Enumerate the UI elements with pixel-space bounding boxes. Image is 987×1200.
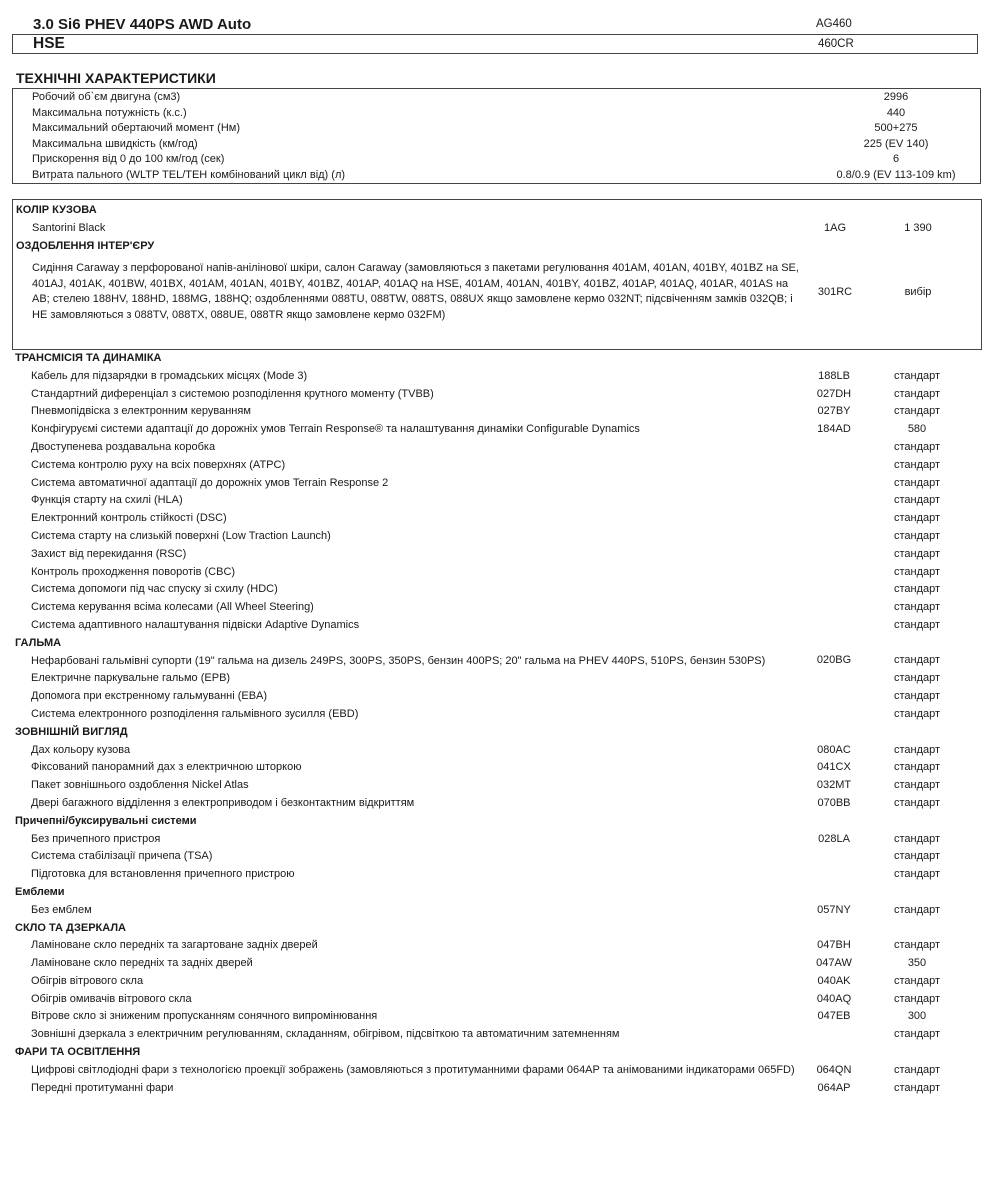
option-price: стандарт: [893, 779, 941, 792]
option-label: Двоступенева роздавальна коробка: [31, 440, 216, 453]
interior-price: вибір: [904, 286, 932, 299]
option-label: Кабель для підзарядки в громадських місцях (Mode 3): [31, 369, 308, 382]
spec-row: [13, 152, 980, 168]
option-code: 027DH: [816, 387, 852, 400]
option-price: стандарт: [893, 903, 941, 916]
option-price: стандарт: [893, 743, 941, 756]
section-heading: ТРАНСМІСІЯ ТА ДИНАМІКА: [15, 352, 162, 364]
option-row: [12, 528, 982, 546]
option-row: [12, 653, 982, 671]
option-row: [12, 617, 982, 635]
option-code: 032MT: [816, 779, 852, 792]
color-code: 1AG: [823, 221, 846, 234]
option-code: 040AQ: [816, 992, 852, 1005]
option-row: [12, 991, 982, 1009]
option-row: [12, 937, 982, 955]
option-section: [12, 1044, 982, 1097]
option-price: стандарт: [893, 601, 941, 614]
option-row: [12, 1062, 982, 1080]
interior-heading: ОЗДОБЛЕННЯ ІНТЕР'ЄРУ: [16, 239, 155, 252]
option-row: [12, 866, 982, 884]
section-heading: Причепні/буксирувальні системи: [15, 814, 197, 827]
option-label: Допомога при екстренному гальмуванні (EBA): [31, 690, 268, 703]
trim-box: [12, 34, 978, 54]
option-section: [12, 920, 982, 1045]
option-row: [12, 510, 982, 528]
spec-row: [13, 121, 980, 137]
option-row: [12, 581, 982, 599]
option-price: стандарт: [893, 583, 941, 596]
option-label: Пакет зовнішнього оздоблення Nickel Atlas: [31, 779, 249, 792]
option-price: 580: [907, 423, 927, 436]
option-label: Без причепного пристроя: [31, 832, 161, 845]
spec-row: [13, 168, 980, 184]
option-price: стандарт: [893, 832, 941, 845]
option-code: 047EB: [817, 1010, 851, 1023]
option-row: [12, 421, 982, 439]
option-label: Передні протитуманні фари: [31, 1081, 174, 1094]
option-label: Функція старту на схилі (HLA): [31, 494, 183, 507]
specs-table: [12, 88, 981, 184]
option-label: Система електронного розподілення гальмівного зусилля (EBD): [31, 707, 359, 720]
option-row: [12, 546, 982, 564]
spec-value: 500+275: [874, 122, 918, 135]
specs-title: ТЕХНІЧНІ ХАРАКТЕРИСТИКИ: [16, 70, 216, 86]
option-label: Стандартний диференціал з системою розподілення крутного моменту (TVBB): [31, 387, 434, 400]
option-row: [12, 670, 982, 688]
option-price: стандарт: [893, 369, 941, 382]
option-section: [12, 350, 982, 635]
option-price: стандарт: [893, 992, 941, 1005]
option-price: стандарт: [893, 405, 941, 418]
option-row: [12, 902, 982, 920]
option-label: Система контролю руху на всіх поверхнях (ATPC): [31, 458, 286, 471]
option-row: [12, 688, 982, 706]
option-code: 188LB: [818, 369, 850, 382]
option-price: стандарт: [893, 440, 941, 453]
option-price: стандарт: [893, 868, 941, 881]
option-code: 020BG: [816, 654, 852, 667]
option-code: 064QN: [816, 1063, 852, 1076]
option-code: 040AK: [817, 974, 851, 987]
option-row: [12, 955, 982, 973]
option-row: [12, 795, 982, 813]
option-row: [12, 439, 982, 457]
option-label: Ламіноване скло передніх та задніх дверей: [31, 957, 253, 970]
option-code: 047BH: [817, 939, 851, 952]
option-label: Дах кольору кузова: [31, 743, 131, 756]
trim-code: 460CR: [818, 38, 854, 50]
option-row: [12, 386, 982, 404]
option-row: [12, 1026, 982, 1044]
spec-value: 440: [886, 106, 906, 119]
option-label: Контроль проходження поворотів (CBC): [31, 565, 236, 578]
model-name: 3.0 Si6 PHEV 440PS AWD Auto: [33, 16, 252, 33]
option-label: Система стабілізації причепа (TSA): [31, 850, 213, 863]
spec-label: Витрата пального (WLTP TEL/TEH комбінований цикл від) (л): [32, 168, 346, 181]
option-row: [12, 1008, 982, 1026]
option-label: Система старту на слизькій поверхні (Low Traction Launch): [31, 529, 331, 542]
option-label: Система адаптивного налаштування підвіски Adaptive Dynamics: [31, 618, 360, 631]
spec-value: 0.8/0.9 (EV 113-109 km): [836, 168, 956, 181]
option-label: Електричне паркувальне гальмо (EPB): [31, 672, 231, 685]
option-row: [12, 831, 982, 849]
option-price: стандарт: [893, 761, 941, 774]
option-price: 350: [907, 957, 927, 970]
option-price: стандарт: [893, 512, 941, 525]
option-code: 064AP: [817, 1081, 851, 1094]
option-price: стандарт: [893, 690, 941, 703]
option-price: стандарт: [893, 672, 941, 685]
option-label: Електронний контроль стійкості (DSC): [31, 512, 227, 525]
option-price: стандарт: [893, 1028, 941, 1041]
option-row: [12, 368, 982, 386]
spec-label: Максимальна потужність (к.с.): [32, 106, 187, 119]
option-row: [12, 492, 982, 510]
option-code: 027BY: [817, 405, 851, 418]
spec-row: [13, 90, 980, 106]
option-row: [12, 1080, 982, 1098]
option-section: [12, 884, 982, 920]
option-label: Конфігуруємі системи адаптації до дорожніх умов Terrain Response® та налаштування динаміки Configurable Dynamics: [31, 423, 640, 436]
option-price: стандарт: [893, 796, 941, 809]
option-code: 070BB: [817, 796, 851, 809]
option-code: 080AC: [817, 743, 851, 756]
spec-row: [13, 137, 980, 153]
option-price: стандарт: [893, 654, 941, 667]
option-row: [12, 564, 982, 582]
section-heading: Емблеми: [15, 885, 65, 898]
option-label: Обігрів вітрового скла: [31, 974, 144, 987]
option-price: стандарт: [893, 618, 941, 631]
option-label: Зовнішні дзеркала з електричним регулюванням, складанням, обігрівом, підсвіткою та автоматичним затемненням: [31, 1028, 620, 1041]
option-code: 057NY: [817, 903, 851, 916]
option-price: стандарт: [893, 974, 941, 987]
option-row: [12, 403, 982, 421]
option-label: Нефарбовані гальмівні супорти (19" гальма на дизель 249PS, 300PS, 350PS, бензин 400PS; 20" гальма на PHEV 440PS, 510PS, бензин 530PS): [31, 654, 766, 667]
option-price: 300: [907, 1010, 927, 1023]
color-heading: КОЛІР КУЗОВА: [16, 204, 97, 216]
option-price: стандарт: [893, 1081, 941, 1094]
option-label: Обігрів омивачів вітрового скла: [31, 992, 192, 1005]
spec-label: Прискорення від 0 до 100 км/год (сек): [32, 153, 225, 166]
option-price: стандарт: [893, 565, 941, 578]
option-code: 184AD: [817, 423, 851, 436]
option-label: Вітрове скло зі зниженим пропусканням сонячного випромінювання: [31, 1010, 378, 1023]
section-heading: ЗОВНІШНІЙ ВИГЛЯД: [15, 725, 128, 738]
option-row: [12, 475, 982, 493]
model-header: [33, 14, 973, 34]
option-row: [12, 599, 982, 617]
option-section: [12, 635, 982, 724]
option-price: стандарт: [893, 850, 941, 863]
option-code: 028LA: [818, 832, 850, 845]
color-label: Santorini Black: [32, 221, 106, 234]
option-price: стандарт: [893, 707, 941, 720]
spec-label: Робочий об`єм двигуна (см3): [32, 91, 181, 103]
option-label: Фіксований панорамний дах з електричною шторкою: [31, 761, 302, 774]
option-row: [12, 759, 982, 777]
option-label: Система допомоги під час спуску зі схилу (HDC): [31, 583, 278, 596]
model-code: AG460: [816, 18, 852, 30]
section-heading: СКЛО ТА ДЗЕРКАЛА: [15, 921, 127, 934]
option-label: Система керування всіма колесами (All Wheel Steering): [31, 601, 314, 614]
option-code: 041CX: [817, 761, 851, 774]
spec-row: [13, 106, 980, 122]
trim-name: HSE: [33, 35, 65, 52]
option-section: [12, 724, 982, 813]
option-label: Підготовка для встановлення причепного пристрою: [31, 868, 295, 881]
option-label: Ламіноване скло передніх та загартоване задніх дверей: [31, 939, 318, 952]
section-heading: ГАЛЬМА: [15, 636, 62, 649]
option-label: Цифрові світлодіодні фари з технологією проекції зображень (замовляються з протитуманними фарами 064AP та анімованими індикаторами 065FD): [31, 1063, 795, 1076]
spec-value: 225 (EV 140): [863, 137, 929, 150]
option-label: Система автоматичної адаптації до дорожніх умов Terrain Response 2: [31, 476, 389, 489]
interior-code: 301RC: [817, 286, 853, 299]
options-list: [12, 350, 982, 1097]
spec-value: 6: [892, 153, 900, 166]
option-price: стандарт: [893, 1063, 941, 1076]
option-label: Без емблем: [31, 903, 92, 916]
option-label: Двері багажного відділення з електроприводом і безконтактним відкриттям: [31, 796, 415, 809]
section-heading: ФАРИ ТА ОСВІТЛЕННЯ: [15, 1046, 141, 1059]
spec-label: Максимальний обертаючий момент (Нм): [32, 122, 241, 135]
option-section: [12, 813, 982, 884]
option-row: [12, 848, 982, 866]
option-row: [12, 973, 982, 991]
spec-label: Максимальна швидкість (км/год): [32, 137, 198, 150]
color-item: [13, 220, 981, 238]
option-row: [12, 742, 982, 760]
option-price: стандарт: [893, 476, 941, 489]
option-code: 047AW: [816, 957, 852, 970]
option-price: стандарт: [893, 387, 941, 400]
option-row: [12, 457, 982, 475]
option-label: Захист від перекидання (RSC): [31, 547, 187, 560]
color-interior-box: [12, 199, 982, 350]
option-price: стандарт: [893, 547, 941, 560]
option-price: стандарт: [893, 939, 941, 952]
color-price: 1 390: [904, 221, 932, 234]
option-price: стандарт: [893, 458, 941, 471]
interior-item: [13, 261, 981, 323]
option-price: стандарт: [893, 494, 941, 507]
spec-value: 2996: [883, 91, 909, 103]
option-price: стандарт: [893, 529, 941, 542]
option-label: Пневмопідвіска з електронним керуванням: [31, 405, 251, 418]
option-row: [12, 706, 982, 724]
option-row: [12, 777, 982, 795]
interior-label: Сидіння Caraway з перфорованої напів-анілінової шкіри, салон Caraway (замовляються з пакетами регулювання 401AM, 401AN, 401BY, 401BZ на SE, 401AJ, 401AK, 401BW, 401BX, 401AM, 401AN, 401BY, 401BZ, 401AP, 401AQ на HSE, 401AM, 401AN, 401BY, 401BZ, 401AP, 401AQ, 401AR, 401AS на AB; стелею 188HV, 188HD, 188MG, 188HQ; оздобленнями 088TU, 088TW, 088TS, 088UX якщо замовлене кермо 032NT; підсвіченням замків 032QB; і НЕ замовляються з 088TV, 088TX, 088UE, 088TR якщо замовлене кермо 032FM): [32, 262, 799, 321]
